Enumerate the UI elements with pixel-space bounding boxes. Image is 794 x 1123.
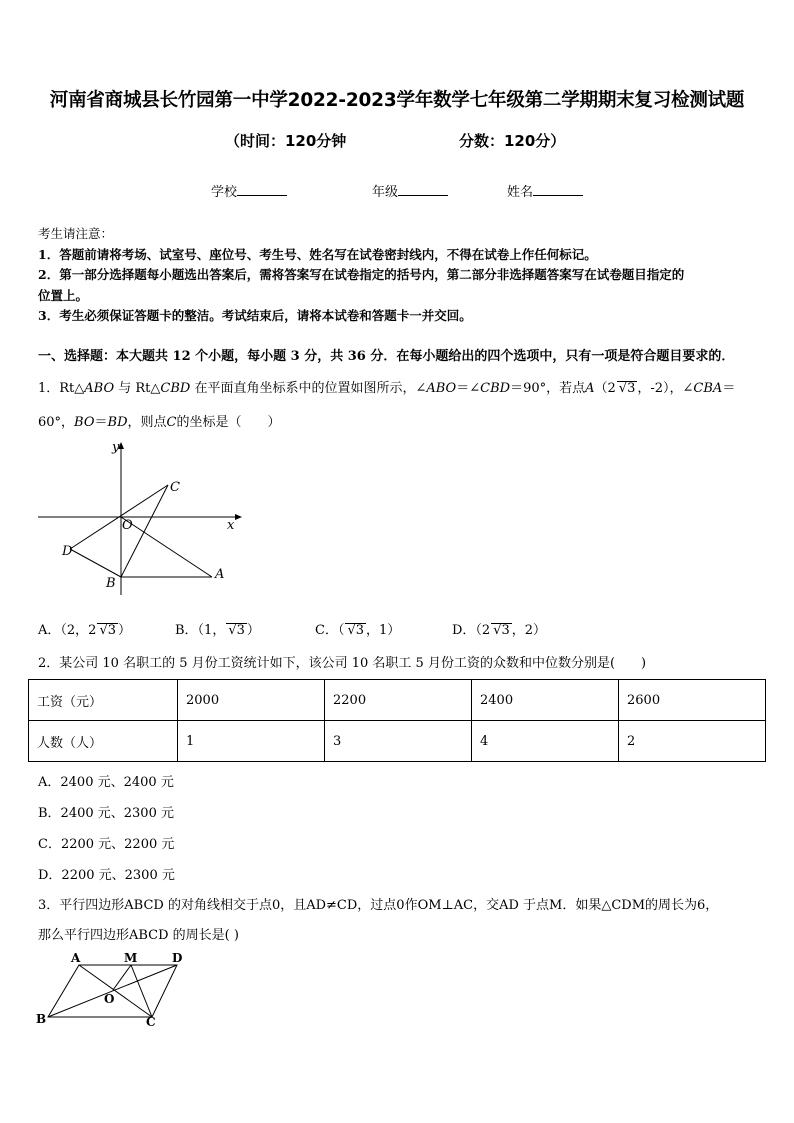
q2-text: 2．某公司 10 名职工的 5 月份工资统计如下，该公司 10 名职工 5 月份工资的众数和中位数分别是( ) bbox=[38, 656, 647, 671]
grade-label: 年级 bbox=[372, 185, 399, 200]
wage-table bbox=[28, 679, 766, 762]
q3-line2: 那么平行四边形ABCD 的周长是( ) bbox=[38, 928, 239, 943]
notes-heading: 考生请注意： bbox=[38, 226, 114, 241]
exam-notes bbox=[38, 224, 763, 327]
label-y: y bbox=[112, 440, 120, 455]
label-o: O bbox=[122, 518, 133, 533]
notes-item: 位置上。 bbox=[38, 287, 89, 303]
notes-item: 3．考生必须保证答题卡的整洁。考试结束后，请将本试卷和答题卡一并交回。 bbox=[38, 308, 472, 323]
label-m: M bbox=[124, 951, 138, 965]
label-d: D bbox=[172, 951, 183, 965]
q2-option-d: D．2200 元、2300 元 bbox=[38, 868, 175, 883]
label-o: O bbox=[104, 992, 115, 1006]
table-row bbox=[29, 721, 766, 762]
q2-option-a: A．2400 元、2400 元 bbox=[38, 775, 174, 790]
name-field bbox=[507, 181, 583, 200]
name-label: 姓名 bbox=[507, 185, 534, 200]
table-cell: 人数（人） bbox=[29, 721, 178, 762]
table-cell: 3 bbox=[325, 721, 472, 762]
q2-option-c: C．2200 元、2200 元 bbox=[38, 837, 175, 852]
sqrt-symbol: √3 bbox=[493, 623, 510, 638]
table-cell: 4 bbox=[472, 721, 619, 762]
grade-blank bbox=[398, 183, 448, 196]
page-title: 河南省商城县长竹园第一中学2022-2023学年数学七年级第二学期期末复习检测试题 bbox=[49, 90, 745, 111]
grade-field bbox=[372, 181, 448, 200]
q1-option-a: A．（2，2 √3 ） bbox=[38, 623, 132, 638]
name-blank bbox=[533, 183, 583, 196]
q3-parallelogram-figure bbox=[34, 950, 194, 1030]
table-cell: 2200 bbox=[325, 680, 472, 721]
q3-line1: 3．平行四边形ABCD 的对角线相交于点0，且AD≠CD，过点0作OM⊥AC，交AD 于点M．如果△CDM的周长为6， bbox=[38, 898, 719, 913]
label-x: x bbox=[227, 518, 235, 533]
sqrt-symbol: √3 bbox=[99, 623, 117, 638]
label-a: A bbox=[215, 567, 225, 582]
school-label: 学校 bbox=[211, 185, 238, 200]
school-blank bbox=[237, 183, 287, 196]
label-b: B bbox=[106, 576, 116, 591]
segment-db bbox=[70, 549, 121, 577]
section-heading: 一、选择题：本大题共 12 个小题，每小题 3 分，共 36 分．在每小题给出的四个选项中，只有一项是符合题目要求的． bbox=[38, 349, 735, 364]
label-b: B bbox=[36, 1012, 47, 1026]
sqrt-symbol: √3 bbox=[618, 381, 636, 396]
label-a: A bbox=[71, 951, 81, 965]
notes-item: 2．第一部分选择题每小题选出答案后，需将答案写在试卷指定的括号内，第二部分非选择题答案写在试卷题目指定的 bbox=[38, 267, 685, 282]
table-cell: 2 bbox=[619, 721, 766, 762]
table-cell: 2400 bbox=[472, 680, 619, 721]
q1-line1: 1．Rt△ABO 与 Rt△CBD 在平面直角坐标系中的位置如图所示，∠ABO＝∠CBD＝90°，若点A（2 √3 ，-2），∠CBA＝ bbox=[38, 381, 736, 396]
diagonal-bd bbox=[48, 965, 177, 1017]
q1-line2: 60°，BO＝BD，则点C的坐标是（ ） bbox=[38, 415, 281, 430]
table-cell: 2000 bbox=[178, 680, 325, 721]
q1-coordinate-figure bbox=[30, 437, 250, 597]
q1-option-d: D．（2 √3 ，2） bbox=[452, 623, 547, 638]
school-field bbox=[211, 181, 287, 200]
q1-option-c: C．（ √3 ，1） bbox=[315, 623, 401, 638]
q1-option-b: B．（1， √3 ） bbox=[175, 623, 260, 638]
table-cell: 2600 bbox=[619, 680, 766, 721]
table-cell: 1 bbox=[178, 721, 325, 762]
x-axis-arrow bbox=[235, 514, 242, 520]
label-c: C bbox=[146, 1015, 156, 1029]
segment-oa bbox=[121, 517, 212, 577]
label-d: D bbox=[62, 544, 73, 559]
label-c: C bbox=[170, 480, 180, 495]
segment-mo bbox=[113, 965, 131, 990]
notes-item: 1．答题前请将考场、试室号、座位号、考生号、姓名写在试卷密封线内，不得在试卷上作任何标记。 bbox=[38, 246, 597, 262]
exam-time: （时间：120分钟 bbox=[225, 132, 347, 150]
table-row bbox=[29, 680, 766, 721]
exam-score: 分数：120分） bbox=[459, 132, 566, 150]
q2-option-b: B．2400 元、2300 元 bbox=[38, 806, 174, 821]
sqrt-symbol: √3 bbox=[347, 623, 365, 638]
sqrt-symbol: √3 bbox=[228, 623, 245, 638]
table-cell: 工资（元） bbox=[29, 680, 178, 721]
